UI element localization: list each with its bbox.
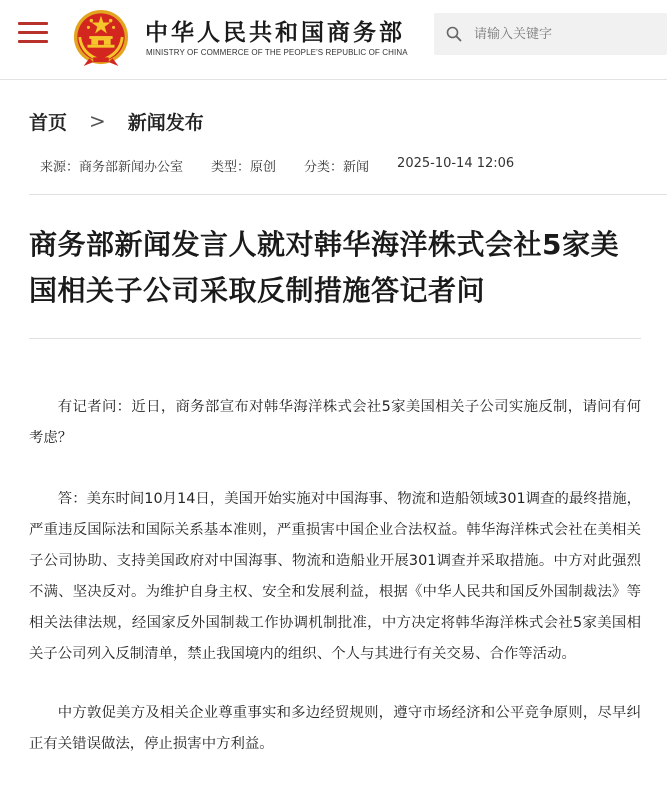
- site-subtitle: MINISTRY OF COMMERCE OF THE PEOPLE'S REPUBLIC OF CHINA: [146, 48, 408, 57]
- search-icon[interactable]: [446, 26, 462, 42]
- meta-category: 分类：新闻: [304, 160, 370, 175]
- article-paragraph: 答：美东时间10月14日，美国开始实施对中国海事、物流和造船领域301调查的最终措施，严重违反国际法和国际关系基本准则，严重损害中国企业合法权益。韩华海洋株式会社在美相关子公司协助、支持美国政府对中国海事、物流和造船业开展301调查并采取措施。中方对此强烈不满、坚决反对。为维护自身主权、安全和发展利益，根据《中华人民共和国反外国制裁法》等相关法律法规，经国家反外国制裁工作协调机制批准，中方决定将韩华海洋株式会社5家美国相关子公司列入反制清单，禁止我国境内的组织、个人与其进行有关交易、合作等活动。: [29, 491, 641, 662]
- search-box[interactable]: [434, 13, 667, 55]
- meta-source: 来源：商务部新闻办公室: [40, 160, 184, 175]
- article-body: [29, 392, 641, 790]
- article-paragraph: 中方敦促美方及相关企业尊重事实和多边经贸规则，遵守市场经济和公平竞争原则，尽早纠正有关错误做法，停止损害中方利益。: [29, 705, 641, 752]
- site-title[interactable]: 中华人民共和国商务部: [145, 20, 405, 46]
- menu-bar: [18, 22, 48, 25]
- chevron-right-icon: >: [89, 109, 106, 133]
- breadcrumb: [29, 108, 204, 134]
- meta-type: 类型：原创: [211, 160, 277, 175]
- menu-bar: [18, 40, 48, 43]
- title-divider: [29, 338, 641, 339]
- site-header: [0, 0, 667, 80]
- meta-divider: [29, 194, 667, 195]
- breadcrumb-home-link[interactable]: 首页: [29, 111, 68, 134]
- menu-icon[interactable]: [18, 20, 48, 44]
- search-input[interactable]: [474, 13, 664, 55]
- breadcrumb-news-link[interactable]: 新闻发布: [127, 111, 204, 134]
- article-title: 商务部新闻发言人就对韩华海洋株式会社5家美国相关子公司采取反制措施答记者问: [29, 228, 619, 307]
- national-emblem-icon[interactable]: [72, 8, 130, 68]
- article-meta: [40, 156, 514, 176]
- meta-date: 2025-10-14 12:06: [397, 156, 515, 171]
- article-paragraph: 有记者问：近日，商务部宣布对韩华海洋株式会社5家美国相关子公司实施反制，请问有何考虑？: [29, 399, 641, 446]
- menu-bar: [18, 31, 48, 34]
